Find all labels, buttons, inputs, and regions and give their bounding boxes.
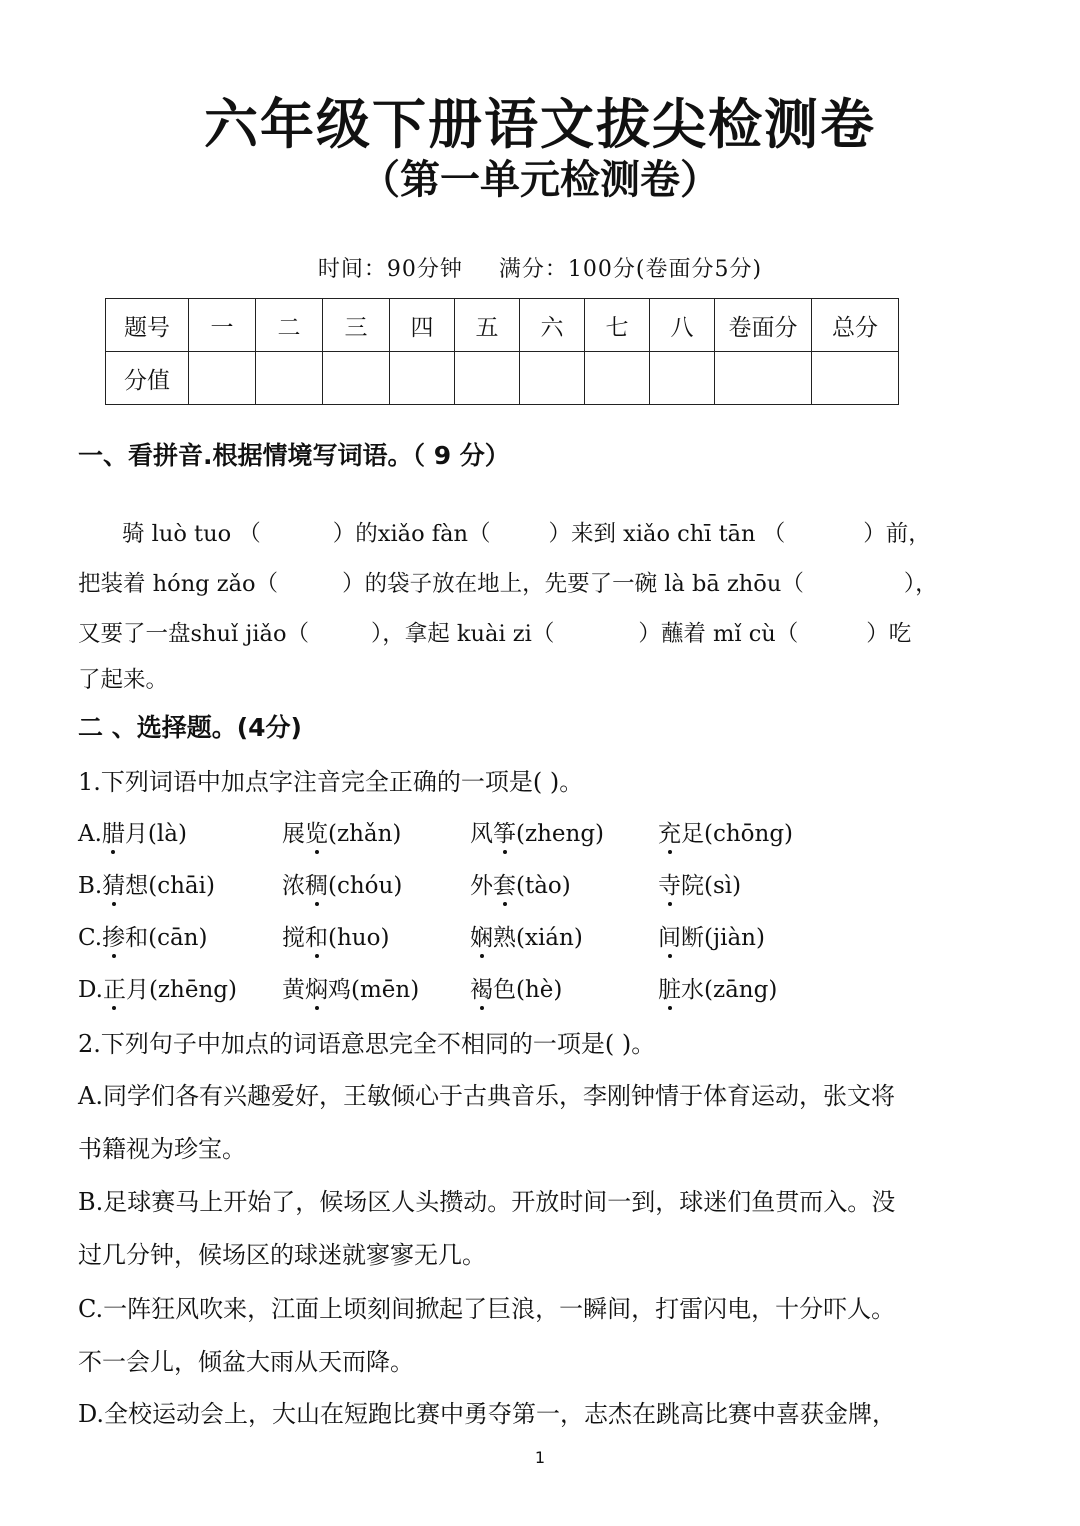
word-pinyin: 熟(xián) [493,925,583,951]
s1-l3-c: ）蘸着 mǐ cù（ [638,621,799,647]
exam-meta [0,252,1080,283]
q1-option-a-item-1 [78,815,187,848]
score-cell [650,352,715,405]
q2-option-b-line-2: 过几分钟，候场区的球迷就寥寥无几。 [78,1241,486,1269]
q2-option-b-line-1: B.足球赛马上开始了，候场区人头攒动。开放时间一到，球迷们鱼贯而入。没 [78,1188,896,1216]
score-col-7: 七 [585,299,650,352]
q1-option-d-item-4 [658,971,777,1004]
word-pinyin: 院(sì) [681,873,742,899]
score-cell [715,352,812,405]
q2-stem: 2.下列句子中加点的词语意思完全不相同的一项是( )。 [78,1030,656,1058]
word-pinyin: (tào) [516,873,571,899]
score-col-total: 总分 [812,299,899,352]
s1-l3-d: ）吃 [866,621,912,647]
q2-option-d-line-1: D.全校运动会上，大山在短跑比赛中勇夺第一，志杰在跳高比赛中喜获金牌， [78,1400,897,1428]
s1-l3-b: ），拿起 kuài zi（ [371,621,555,647]
s1-l3-a: 又要了一盘shuǐ jiǎo（ [78,621,310,647]
dotted-character: 褐 [470,971,493,1004]
section1-line-1 [78,516,931,548]
s1-l2-a: 把装着 hóng zǎo（ [78,571,279,597]
q1-option-a-item-4 [658,815,793,848]
score-col-2: 二 [256,299,323,352]
section2-heading: 二 、选择题。(4分) [78,713,302,742]
section1-line-3 [78,616,911,648]
q2-option-c-line-2: 不一会儿，倾盆大雨从天而降。 [78,1348,414,1376]
dotted-character: 稠 [305,867,328,900]
score-col-8: 八 [650,299,715,352]
dotted-character: 筝 [493,815,516,848]
word-pinyin: 色(hè) [493,977,563,1003]
word-pinyin: 足(chōng) [681,821,794,847]
score-col-4: 四 [390,299,455,352]
score-col-1: 一 [189,299,256,352]
word-pinyin: (huo) [328,925,390,951]
q1-option-label: A. [78,821,102,847]
q1-option-label: B. [78,873,103,899]
score-col-6: 六 [520,299,585,352]
s1-l1-b: ）的xiǎo fàn（ [332,521,491,547]
word-part: 风 [470,821,493,847]
s1-l1-d: ）前， [863,521,931,547]
dotted-character: 览 [305,815,328,848]
word-pinyin: 月(là) [124,821,187,847]
exam-full-score: 满分：100分(卷面分5分) [498,257,763,282]
score-cell [812,352,899,405]
score-col-neatness: 卷面分 [715,299,812,352]
q1-option-c-item-3 [470,919,583,952]
q1-option-c-item-4 [658,919,765,952]
q1-option-d-item-1 [78,971,237,1004]
word-pinyin: (zheng) [516,821,605,847]
q2-option-a-line-2: 书籍视为珍宝。 [78,1135,246,1163]
q1-option-c-item-1 [78,919,207,952]
score-col-3: 三 [323,299,390,352]
word-pinyin: (zhǎn) [328,821,402,847]
score-cell [585,352,650,405]
score-cell [390,352,455,405]
score-cell [256,352,323,405]
score-col-5: 五 [455,299,520,352]
score-cell [189,352,256,405]
dotted-character: 寺 [658,867,681,900]
word-pinyin: 断(jiàn) [681,925,765,951]
word-pinyin: 月(zhēng) [125,977,237,1003]
score-cell [520,352,585,405]
q1-option-label: D. [78,977,103,1003]
score-table [105,298,899,405]
q1-option-d-item-3 [470,971,562,1004]
q2-option-c-line-1: C.一阵狂风吹来，江面上顷刻间掀起了巨浪，一瞬间，打雷闪电，十分吓人。 [78,1295,896,1323]
word-pinyin: 鸡(mēn) [328,977,420,1003]
score-head-label: 题号 [106,299,189,352]
q1-option-a-item-2 [282,815,401,848]
dotted-character: 和 [305,919,328,952]
word-part: 展 [282,821,305,847]
q1-option-d-item-2 [282,971,419,1004]
dotted-character: 充 [658,815,681,848]
exam-time: 时间：90分钟 [317,257,463,282]
section1-heading: 一、看拼音.根据情境写词语。（ 9 分） [78,441,510,470]
word-part: 外 [470,873,493,899]
q1-option-b-item-4 [658,867,741,900]
q1-option-a-item-3 [470,815,604,848]
section1-line-4: 了起来。 [78,667,169,693]
page-subtitle: （第一单元检测卷） [360,157,720,203]
q2-option-a-line-1: A.同学们各有兴趣爱好，王敏倾心于古典音乐，李刚钟情于体育运动，张文将 [78,1082,895,1110]
score-cell [323,352,390,405]
dotted-character: 掺 [102,919,125,952]
score-table-head-row [106,299,899,352]
dotted-character: 猜 [102,867,125,900]
word-pinyin: (chóu) [328,873,403,899]
page-number: 1 [534,1448,546,1467]
s1-l2-c: ）， [903,571,938,597]
dotted-character: 娴 [470,919,493,952]
word-part: 黄 [282,977,305,1003]
word-part: 搅 [282,925,305,951]
score-cell [455,352,520,405]
dotted-character: 套 [493,867,516,900]
word-part: 浓 [282,873,305,899]
score-value-label: 分值 [106,352,189,405]
dotted-character: 间 [658,919,681,952]
q1-option-b-item-1 [78,867,215,900]
word-pinyin: 想(chāi) [125,873,215,899]
s1-l1-a: 骑 luò tuo （ [122,521,261,547]
score-table-value-row [106,352,899,405]
q1-option-b-item-3 [470,867,571,900]
q1-stem: 1.下列词语中加点字注音完全正确的一项是( )。 [78,768,584,796]
word-pinyin: 水(zāng) [681,977,778,1003]
page-title: 六年级下册语文拔尖检测卷 [204,93,876,156]
q1-option-b-item-2 [282,867,402,900]
dotted-character: 脏 [658,971,681,1004]
dotted-character: 正 [103,971,126,1004]
dotted-character: 腊 [102,815,125,848]
q1-option-label: C. [78,925,103,951]
q1-option-c-item-2 [282,919,389,952]
word-pinyin: 和(cān) [125,925,208,951]
s1-l2-b: ）的袋子放在地上，先要了一碗 là bā zhōu（ [342,571,804,597]
s1-l1-c: ）来到 xiǎo chī tān （ [548,521,786,547]
dotted-character: 焖 [305,971,328,1004]
section1-line-2 [78,566,938,598]
